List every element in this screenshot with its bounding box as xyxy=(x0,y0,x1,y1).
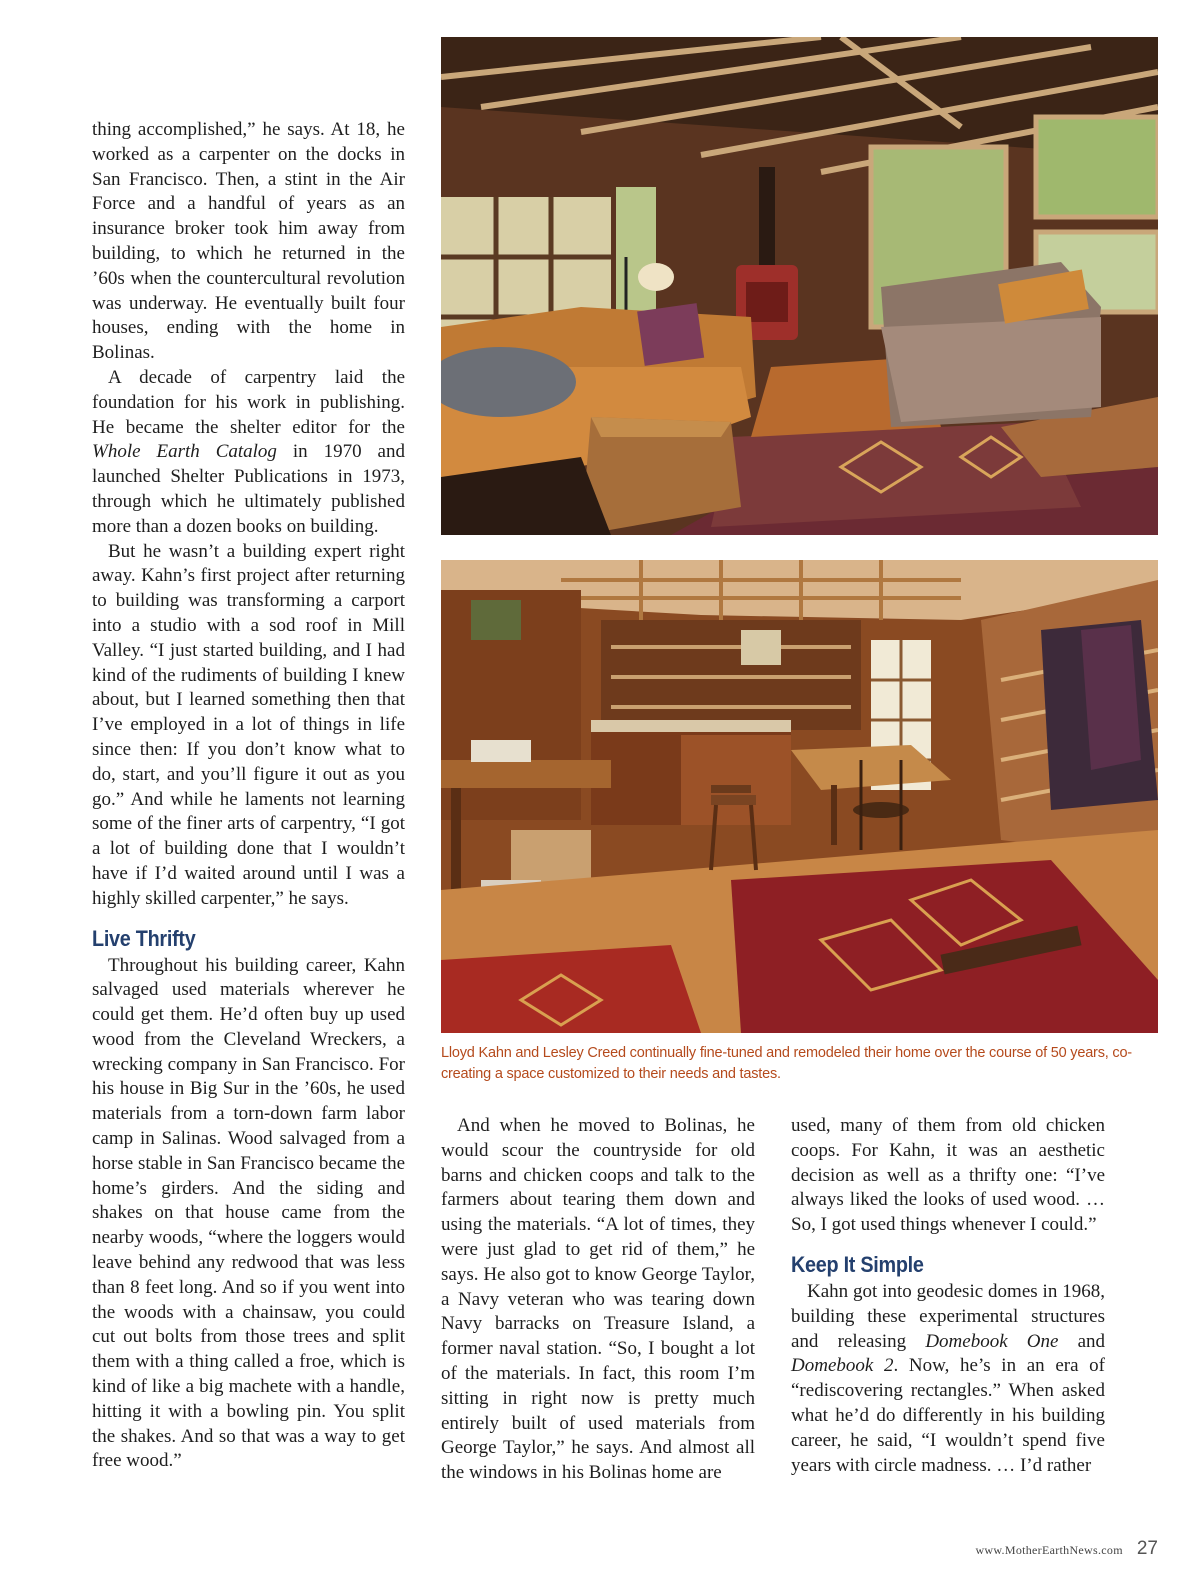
living-room-photo xyxy=(441,37,1158,535)
paragraph: A decade of carpentry laid the foundation for his work in publishing. He became the shelter editor for the Whole Earth Catalog in 1970 and launched Shelter Publications in 1973, through which he ultimately published more than a dozen books on building. xyxy=(92,366,405,537)
paragraph: Kahn got into geodesic domes in 1968, building these experimental structures and releasing Domebook One and Domebook 2. Now, he’s in an era of “rediscovering rectangles.” When asked what he’d do differently in his building career, he said, “I wouldn’t spend five years with circle madness. … I’d rather xyxy=(791,1280,1106,1476)
kitchen-interior-photo xyxy=(441,560,1158,1033)
page-footer xyxy=(975,1538,1158,1560)
paragraph: But he wasn’t a building expert right away. Kahn’s first project after returning to building was transforming a carport into a studio with a sod roof in Mill Valley. “I just started building, and I had kind of the rudiments of building I knew about, but I learned something then that I’ve employed in a lot of things in life since then: If you don’t know what to do, start, and you’ll figure it out as you go.” And while he laments not learning some of the finer arts of carpentry, “I got a lot of building done that I wouldn’t have if I’d waited around until I was a highly skilled carpenter,” he says. xyxy=(92,540,405,909)
text-column-left xyxy=(92,118,405,1474)
page-number: 27 xyxy=(1136,1538,1158,1559)
paragraph: And when he moved to Bolinas, he would scour the countryside for old barns and chicken coops and talk to the farmers about tearing them down and using the materials. “A lot of times, they were just glad to get rid of them,” he says. He also got to know George Taylor, a Navy veteran who was tearing down Navy barracks on Treasure Island, a former naval station. “So, I bought a lot of the materials. In fact, this room I’m sitting in right now is pretty much entirely built of used materials from George Taylor,” he says. And almost all the windows in his Bolinas home are xyxy=(441,1115,755,1484)
section-heading-live-thrifty: Live Thrifty xyxy=(92,925,196,951)
paragraph: Throughout his building career, Kahn salvaged used materials wherever he could get them. He’d often buy up used wood from the Cleveland Wreckers, a wrecking company in San Francisco. For his house in Big Sur in the ’60s, he used materials from a torn-down farm labor camp in Salinas. Wood salvaged from a horse stable in San Francisco became the home’s girders. And the siding and shakes on that house came from the nearby woods, “where the loggers would leave behind any redwood that was less than 8 feet long. And so if you went into the woods with a chainsaw, you could cut out bolts from those trees and split them with a thing called a froe, which is kind of like a big machete with a handle, hitting it with a bowling pin. You split the shakes. And so that was a way to get free wood.” xyxy=(92,954,405,1472)
text-column-right xyxy=(791,1114,1105,1478)
paragraph: thing accomplished,” he says. At 18, he worked as a carpenter on the docks in San Francisco. Then, a stint in the Air Force and a handful of years as an insurance broker took him away from building, to which he returned in the ’60s when the countercultural revolution was underway. He eventually built four houses, ending with the home in Bolinas. xyxy=(92,119,405,364)
section-heading-keep-it-simple: Keep It Simple xyxy=(791,1251,924,1277)
footer-url: www.MotherEarthNews.com xyxy=(975,1543,1123,1557)
paragraph: used, many of them from old chicken coops. For Kahn, it was an aesthetic decision as well as a thrifty one: “I’ve always liked the looks of used wood. … So, I got used things whenever I could.” xyxy=(791,1115,1105,1236)
photo-caption: Lloyd Kahn and Lesley Creed continually fine-tuned and remodeled their home over the course of 50 years, co-creating a space customized to their needs and tastes. xyxy=(441,1045,1132,1082)
text-column-middle xyxy=(441,1114,755,1486)
